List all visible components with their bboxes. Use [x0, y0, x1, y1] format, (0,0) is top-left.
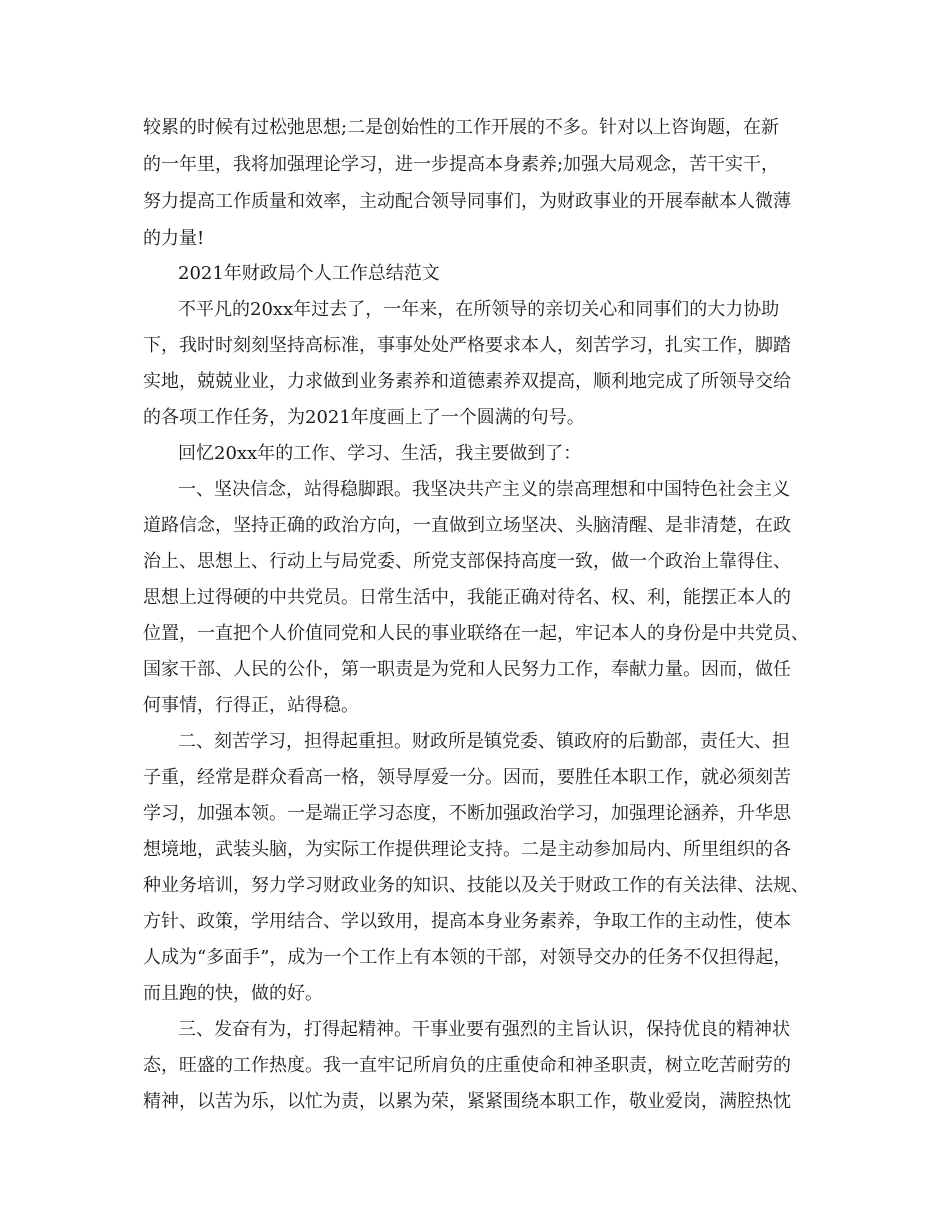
text-line: 精神，以苦为乐，以忙为责，以累为荣，紧紧围绕本职工作，敬业爱岗，满腔热忱	[143, 1091, 791, 1112]
text-line: 位置，一直把个人价值同党和人民的事业联络在一起，牢记本人的身份是中共党员、	[143, 623, 809, 644]
text-line: 态，旺盛的工作热度。我一直牢记所肩负的庄重使命和神圣职责，树立吃苦耐劳的	[143, 1055, 791, 1076]
text-line: 何事情，行得正，站得稳。	[143, 695, 359, 716]
text-line: 种业务培训，努力学习财政业务的知识、技能以及关于财政工作的有关法律、法规、	[143, 875, 809, 896]
text-line: 的力量!	[143, 228, 205, 249]
text-line: 三、发奋有为，打得起精神。干事业要有强烈的主旨认识，保持优良的精神状	[178, 1019, 790, 1040]
text-line: 道路信念，坚持正确的政治方向，一直做到立场坚决、头脑清醒、是非清楚，在政	[143, 515, 791, 536]
text-line: 二、刻苦学习，担得起重担。财政所是镇党委、镇政府的后勤部，责任大、担	[178, 731, 790, 752]
text-line: 人成为“多面手”，成为一个工作上有本领的干部，对领导交办的任务不仅担得起，	[143, 947, 792, 968]
text-line: 国家干部、人民的公仆，第一职责是为党和人民努力工作，奉献力量。因而，做任	[143, 659, 791, 680]
text-line: 学习，加强本领。一是端正学习态度，不断加强政治学习，加强理论涵养，升华思	[143, 803, 791, 824]
text-line: 方针、政策，学用结合、学以致用，提高本身业务素养，争取工作的主动性，使本	[143, 911, 791, 932]
text-line: 下，我时时刻刻坚持高标准，事事处处严格要求本人，刻苦学习，扎实工作，脚踏	[143, 335, 791, 356]
text-line: 实地，兢兢业业，力求做到业务素养和道德素养双提高，顺利地完成了所领导交给	[143, 371, 791, 392]
text-line: 的各项工作任务，为2021年度画上了一个圆满的句号。	[143, 407, 585, 428]
text-line: 较累的时候有过松弛思想;二是创始性的工作开展的不多。针对以上咨询题，在新	[143, 117, 780, 138]
text-line: 子重，经常是群众看高一格，领导厚爱一分。因而，要胜任本职工作，就必须刻苦	[143, 767, 791, 788]
text-line: 的一年里，我将加强理论学习，进一步提高本身素养;加强大局观念，苦干实干，	[143, 154, 780, 175]
text-line: 想境地，武装头脑，为实际工作提供理论支持。二是主动参加局内、所里组织的各	[143, 839, 791, 860]
text-line: 不平凡的20xx年过去了，一年来，在所领导的亲切关心和同事们的大力协助	[178, 299, 780, 320]
text-line: 努力提高工作质量和效率，主动配合领导同事们，为财政事业的开展奉献本人微薄	[143, 191, 791, 212]
text-line: 而且跑的快，做的好。	[143, 983, 323, 1004]
text-line: 治上、思想上、行动上与局党委、所党支部保持高度一致，做一个政治上靠得住、	[143, 551, 791, 572]
section-heading: 2021年财政局个人工作总结范文	[178, 263, 440, 284]
text-line: 回忆20xx年的工作、学习、生活，我主要做到了：	[178, 443, 582, 464]
text-line: 思想上过得硬的中共党员。日常生活中，我能正确对待名、权、利，能摆正本人的	[143, 587, 791, 608]
text-line: 一、坚决信念，站得稳脚跟。我坚决共产主义的崇高理想和中国特色社会主义	[178, 479, 790, 500]
